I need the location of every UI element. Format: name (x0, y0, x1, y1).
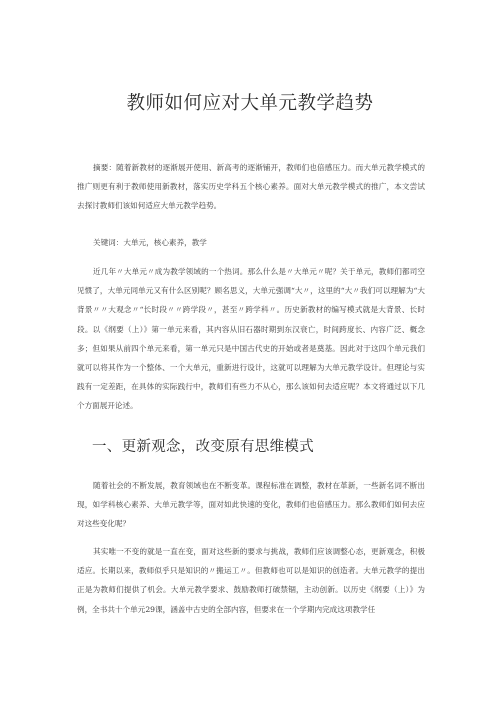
abstract-paragraph: 摘要：随着新教材的逐渐展开使用、新高考的逐渐铺开，教师们也倍感压力。而大单元教学模式的推广则更有利于教师使用新教材，落实历史学科五个核心素养。面对大单元教学模式的推广，本文尝试去探讨教师们该如何适应大单元教学趋势。 (77, 163, 425, 211)
document-title: 教师如何应对大单元教学趋势 (126, 93, 374, 114)
intro-paragraph: 近几年〃大单元〃成为教学领域的一个热词。那么什么是〃大单元〃呢？关于单元，教师们都司空见惯了，大单元同单元又有什么区别呢？顾名思义，大单元强调“大〃，这里的“大〃我们可以理解为“大背景〃〃大观念〃“长时段〃〃跨学段〃，甚至〃跨学科〃。历史新教材的编写模式就是大背景、长时段。以《纲要（上）》第一单元来看，其内容从旧石器时期到东汉衰亡，时间跨度长、内容广泛、概念多；但如果从前四个单元来看，第一单元只是中国古代史的开始或者是奠基。因此对于这四个单元我们就可以将其作为一个整体、一个大单元，重新进行设计，这就可以理解为大单元教学设计。但理论与实践有一定差距，在具体的实际践行中，教师们有些力不从心，那么该如何去适应呢？本文将通过以下几个方面展开论述。 (77, 267, 425, 411)
keywords-paragraph: 关键词：大单元，核心素养，教学 (93, 238, 207, 247)
section-paragraph-1: 随着社会的不断发展，教育领域也在不断变革。课程标准在调整，教材在革新，一些新名词不断出现，如学科核心素养、大单元教学等，面对如此快速的变化，教师们也倍感压力。那么教师们如何去应对这些变化呢？ (77, 481, 425, 529)
section-paragraph-2: 其实唯一不变的就是一直在变，面对这些新的要求与挑战，教师们应该调整心态，更新观念，积极适应。长期以来，教师似乎只是知识的〃搬运工〃。但教师也可以是知识的创造者。大单元教学的提出正是为教师们提供了机会。大单元教学要求、鼓励教师打破禁锢，主动创新。以历史《纲要（上）》为例，全书共十个单元29课，涵盖中古史的全部内容，但要求在一个学期内完成这项教学任 (77, 547, 425, 614)
section-heading: 一、更新观念，改变原有思维模式 (92, 439, 314, 455)
